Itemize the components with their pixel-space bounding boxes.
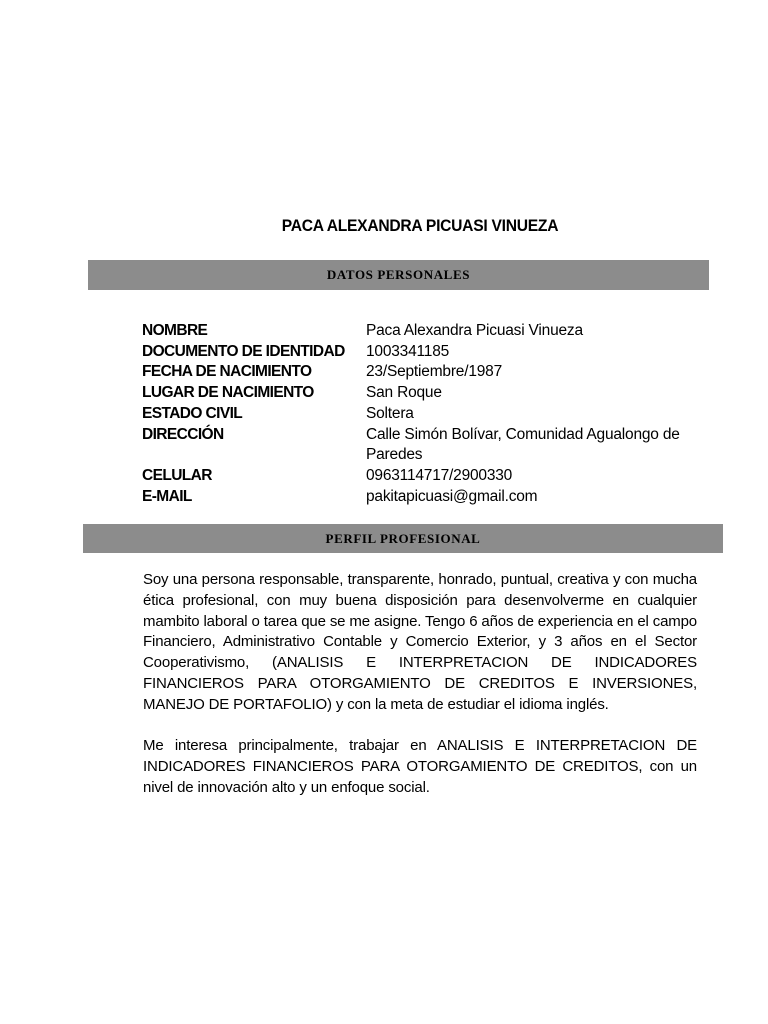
field-label-birth-place: LUGAR DE NACIMIENTO <box>142 384 314 402</box>
table-row <box>142 383 702 404</box>
field-value-birth-date: 23/Septiembre/1987 <box>366 363 502 381</box>
field-value-birth-place: San Roque <box>366 384 442 402</box>
personal-data-table <box>142 321 702 507</box>
table-row <box>142 466 702 487</box>
table-row <box>142 404 702 425</box>
section-header-professional-profile: PERFIL PROFESIONAL <box>83 524 723 553</box>
field-label-marital-status: ESTADO CIVIL <box>142 404 243 422</box>
profile-paragraph: Soy una persona responsable, transparente, honrado, puntual, creativa y con mucha ética profesional, con muy buena disposición para desenvolverme en cualquier mambito laboral o tarea que se me asigne. Tengo 6 años de experiencia en el campo Financiero, Administrativo Contable y Comercio Exterior, y 3 años en el Sector Cooperativismo, (ANALISIS E INTERPRETACION DE INDICADORES FINANCIEROS PARA OTORGAMIENTO DE CREDITOS E INVERSIONES, MANEJO DE PORTAFOLIO) y con la meta de estudiar el idioma inglés. <box>143 571 697 713</box>
table-row <box>142 342 702 363</box>
profile-paragraph: Me interesa principalmente, trabajar en ANALISIS E INTERPRETACION DE INDICADORES FINANCIEROS PARA OTORGAMIENTO DE CREDITOS, con un nivel de innovación alto y un enfoque social. <box>143 737 697 796</box>
field-label-birth-date: FECHA DE NACIMIENTO <box>142 363 312 381</box>
field-value-id-document: 1003341185 <box>366 342 450 360</box>
table-row <box>142 425 702 466</box>
field-value-name: Paca Alexandra Picuasi Vinueza <box>366 322 583 339</box>
page-title: PACA ALEXANDRA PICUASI VINUEZA <box>281 216 559 235</box>
field-value-email: pakitapicuasi@gmail.com <box>366 487 538 505</box>
field-label-id-document: DOCUMENTO DE IDENTIDAD <box>142 342 345 360</box>
section-header-personal-data: DATOS PERSONALES <box>88 260 709 290</box>
field-label-cellphone: CELULAR <box>142 466 212 484</box>
field-label-address: DIRECCIÓN <box>142 425 224 443</box>
field-value-marital-status: Soltera <box>366 404 414 422</box>
professional-profile-body <box>143 570 697 820</box>
table-row <box>142 487 702 508</box>
table-row <box>142 321 702 342</box>
field-value-address: Calle Simón Bolívar, Comunidad Agualongo de Paredes <box>366 425 680 464</box>
field-value-cellphone: 0963114717/2900330 <box>366 466 513 484</box>
table-row <box>142 362 702 383</box>
field-label-email: E-MAIL <box>142 487 192 505</box>
field-label-name: NOMBRE <box>142 322 208 339</box>
